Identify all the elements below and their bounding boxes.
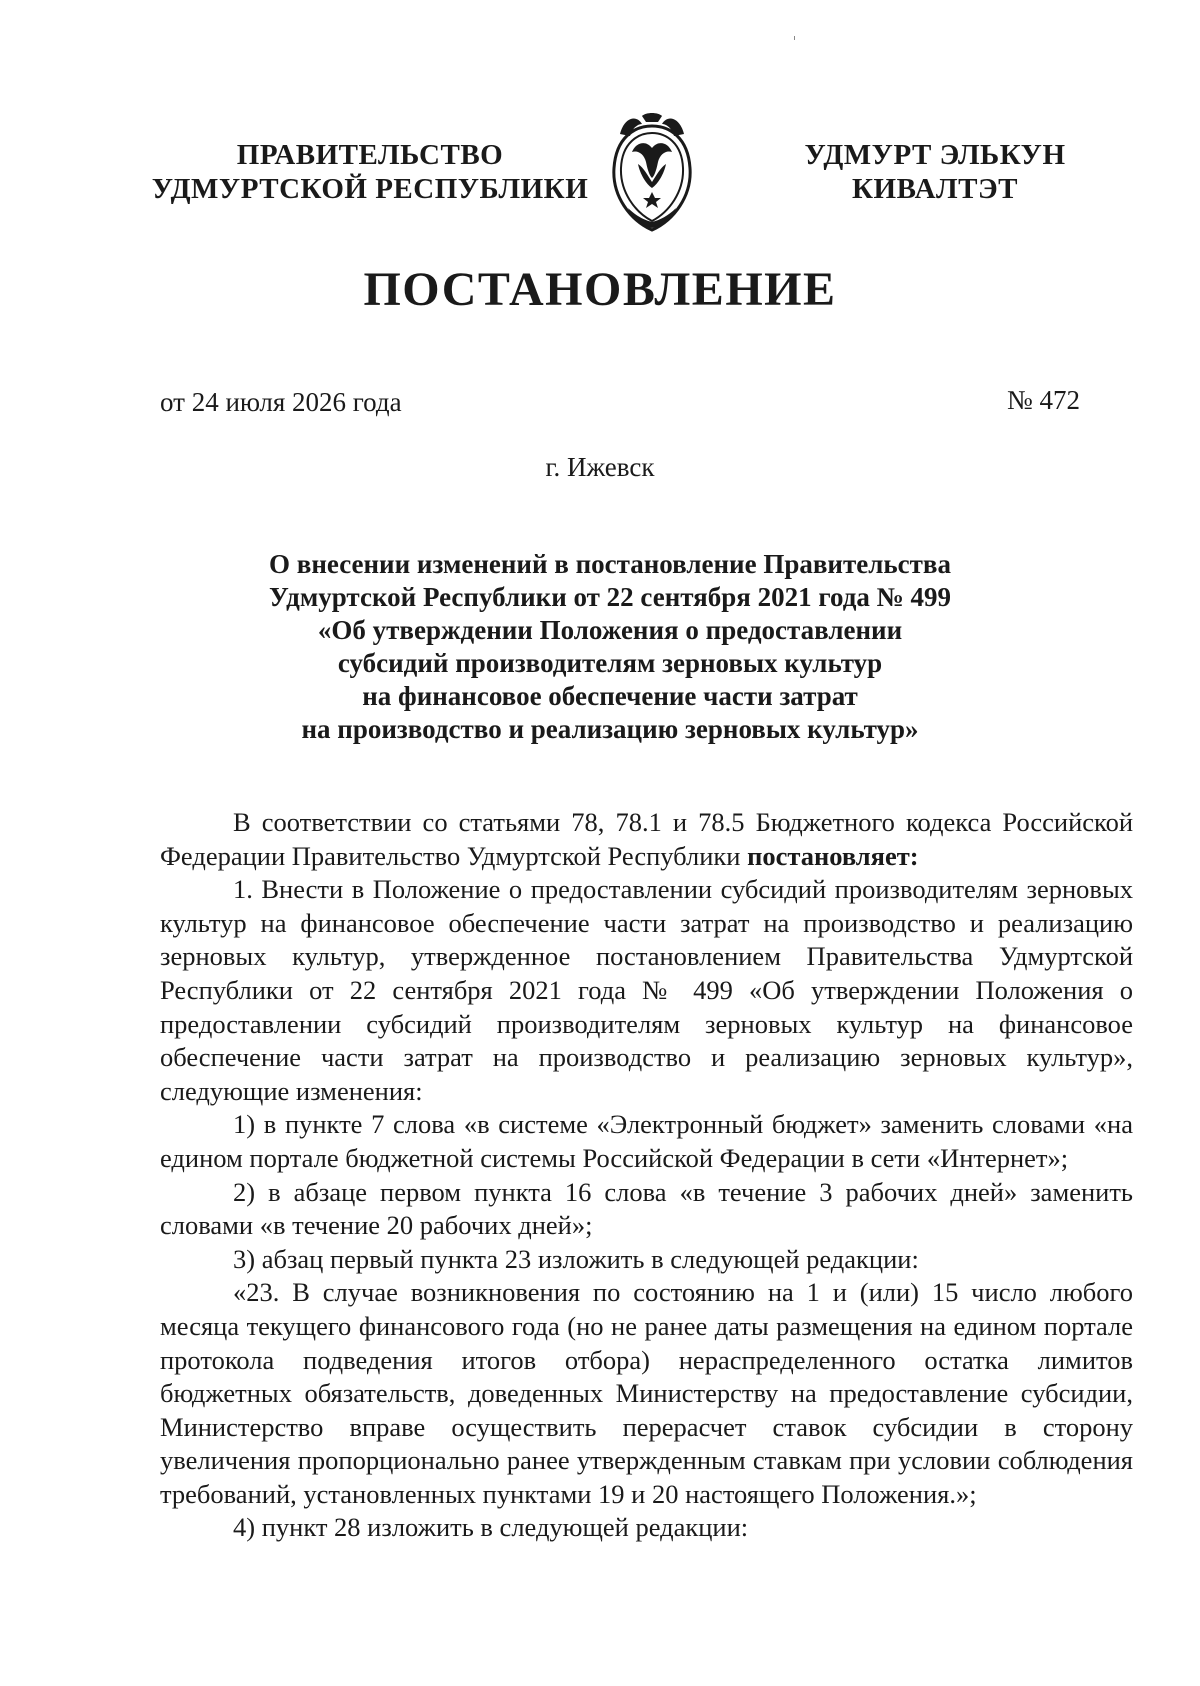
document-body xyxy=(160,806,1133,1545)
header-government-udm xyxy=(790,138,1080,206)
header-right-line1: УДМУРТ ЭЛЬКУН xyxy=(804,139,1066,171)
header-government-ru xyxy=(150,138,590,206)
document-date: от 24 июля 2026 года xyxy=(160,387,402,417)
title-line: субсидий производителям зерновых культур xyxy=(337,648,883,678)
title-line: на производство и реализацию зерновых культур» xyxy=(301,714,919,744)
title-line: Удмуртской Республики от 22 сентября 2021 года № 499 xyxy=(268,582,952,612)
udmurt-coat-of-arms-icon xyxy=(602,112,702,237)
title-line: на финансовое обеспечение части затрат xyxy=(362,681,858,711)
paragraph-subitem-2: 2) в абзаце первом пункта 16 слова «в течение 3 рабочих дней» заменить словами «в течение 20 рабочих дней»; xyxy=(160,1176,1133,1241)
paragraph-preamble xyxy=(160,806,1133,873)
title-line: «Об утверждении Положения о предоставлении xyxy=(317,615,903,645)
title-line: О внесении изменений в постановление Правительства xyxy=(269,549,951,579)
header-left-line1: ПРАВИТЕЛЬСТВО xyxy=(236,139,504,171)
paragraph-subitem-4: 4) пункт 28 изложить в следующей редакции: xyxy=(233,1512,749,1543)
paragraph-item-1: 1. Внести в Положение о предоставлении субсидий производителям зерновых культур на финансовое обеспечение части затрат на производство и реализацию зерновых культур, утвержденное постановлением Правительства Удмуртской Республики от 22 сентября 2021 года № 499 «Об утверждении Положения о предоставлении субсидий производителям зерновых культур на финансовое обеспечение части затрат на производство и реализацию зерновых культур», следующие изменения: xyxy=(160,874,1133,1106)
document-city: г. Ижевск xyxy=(545,452,655,482)
preamble-text: В соответствии со статьями 78, 78.1 и 78.5 Бюджетного кодекса Российской Федерации Правительство Удмуртской Республики xyxy=(160,807,1133,871)
header-left-line2: УДМУРТСКОЙ РЕСПУБЛИКИ xyxy=(151,173,589,205)
preamble-decree-word: постановляет: xyxy=(747,840,919,871)
paragraph-subitem-1: 1) в пункте 7 слова «в системе «Электронный бюджет» заменить словами «на едином портале бюджетной системы Российской Федерации в сети «Интернет»; xyxy=(160,1109,1133,1173)
header-right-line2: КИВАЛТЭТ xyxy=(851,173,1018,205)
document-number: № 472 xyxy=(1006,385,1080,415)
paragraph-subitem-3: 3) абзац первый пункта 23 изложить в следующей редакции: xyxy=(233,1243,919,1274)
document-type: ПОСТАНОВЛЕНИЕ xyxy=(363,263,837,316)
paragraph-clause-23: «23. В случае возникновения по состоянию на 1 и (или) 15 число любого месяца текущего финансового года (но не ранее даты размещения на едином портале протокола подведения итогов отбора) нераспределенного остатка лимитов бюджетных обязательств, доведенных Министерству на предоставление субсидии, Министерство вправе осуществить перерасчет ставок субсидии в сторону увеличения пропорционально ранее утвержденным ставкам при условии соблюдения требований, установленных пунктами 19 и 20 настоящего Положения.»; xyxy=(160,1277,1133,1509)
scan-mark xyxy=(794,36,795,40)
document-title xyxy=(200,548,1020,746)
